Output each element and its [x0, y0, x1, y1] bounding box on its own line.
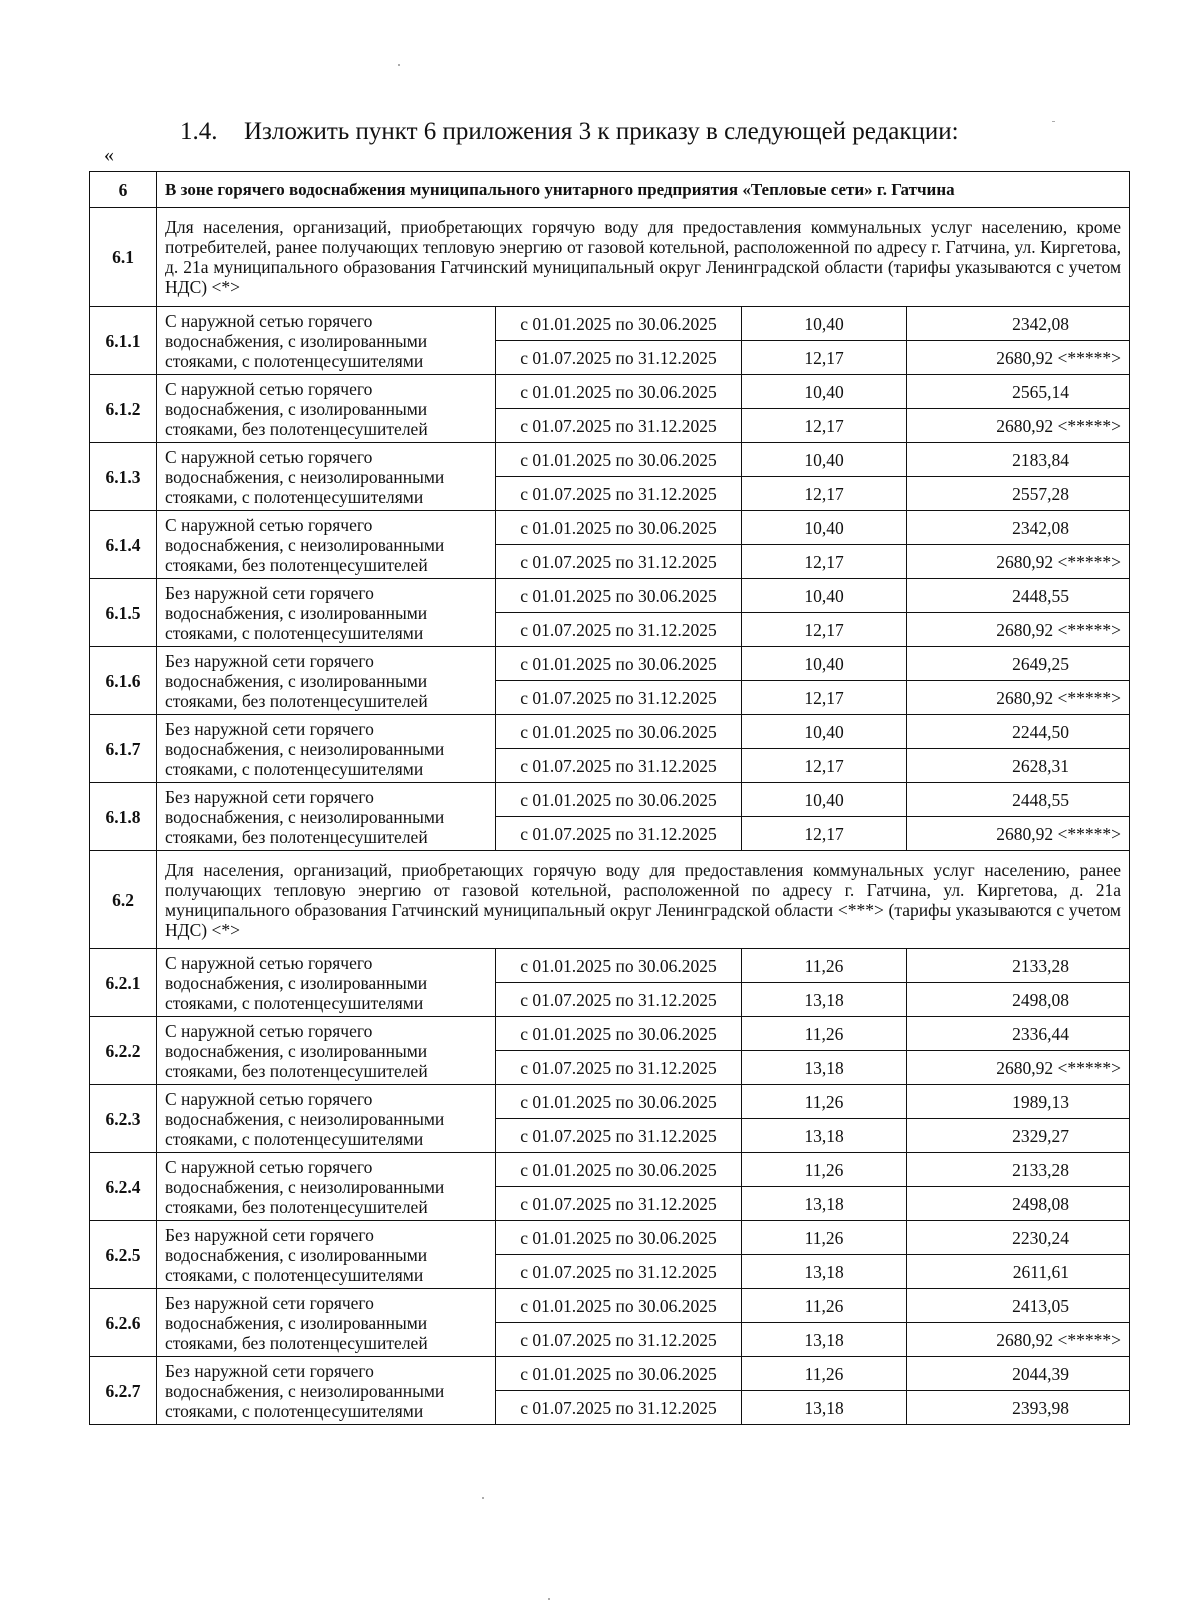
- validity-period: с 01.07.2025 по 31.12.2025: [496, 1187, 742, 1221]
- component-rate: 12,17: [742, 681, 907, 715]
- tariff-row: [90, 715, 1130, 749]
- component-rate: 13,18: [742, 983, 907, 1017]
- component-rate: 13,18: [742, 1255, 907, 1289]
- validity-period: с 01.07.2025 по 31.12.2025: [496, 983, 742, 1017]
- scan-speck: [548, 1598, 550, 1600]
- item-code: 6.1.6: [90, 647, 157, 715]
- item-description: Без наружной сети горячего водоснабжения, с неизолированными стояками, с полотенцесушителями: [157, 715, 496, 783]
- tariff-price: 2342,08: [907, 511, 1130, 545]
- tariff-row: [90, 579, 1130, 613]
- tariff-row: [90, 647, 1130, 681]
- item-description: Без наружной сети горячего водоснабжения, с изолированными стояками, без полотенцесушителей: [157, 1289, 496, 1357]
- item-code: 6.2.7: [90, 1357, 157, 1425]
- component-rate: 13,18: [742, 1119, 907, 1153]
- component-rate: 10,40: [742, 443, 907, 477]
- tariff-price: 2393,98: [907, 1391, 1130, 1425]
- item-description: Без наружной сети горячего водоснабжения, с неизолированными стояками, без полотенцесушителей: [157, 783, 496, 851]
- validity-period: с 01.07.2025 по 31.12.2025: [496, 1119, 742, 1153]
- component-rate: 13,18: [742, 1187, 907, 1221]
- validity-period: с 01.07.2025 по 31.12.2025: [496, 545, 742, 579]
- item-code: 6.1.7: [90, 715, 157, 783]
- item-description: С наружной сетью горячего водоснабжения, с изолированными стояками, без полотенцесушителей: [157, 375, 496, 443]
- opening-quote: «: [104, 144, 114, 166]
- group-row: [90, 208, 1130, 307]
- item-code: 6.2.3: [90, 1085, 157, 1153]
- group-code: 6.1: [90, 208, 157, 307]
- validity-period: с 01.07.2025 по 31.12.2025: [496, 749, 742, 783]
- tariff-price: 2044,39: [907, 1357, 1130, 1391]
- tariff-row: [90, 1153, 1130, 1187]
- component-rate: 11,26: [742, 1221, 907, 1255]
- validity-period: с 01.01.2025 по 30.06.2025: [496, 1153, 742, 1187]
- tariff-price: 2230,24: [907, 1221, 1130, 1255]
- validity-period: с 01.01.2025 по 30.06.2025: [496, 375, 742, 409]
- validity-period: с 01.01.2025 по 30.06.2025: [496, 443, 742, 477]
- tariff-row: [90, 949, 1130, 983]
- tariff-row: [90, 1289, 1130, 1323]
- validity-period: с 01.01.2025 по 30.06.2025: [496, 579, 742, 613]
- validity-period: с 01.07.2025 по 31.12.2025: [496, 1255, 742, 1289]
- group-description: Для населения, организаций, приобретающих горячую воду для предоставления коммунальных услуг населению, кроме потребителей, ранее получающих тепловую энергию от газовой котельной, расположенной по адресу г. Гатчина, ул. Киргетова, д. 21а муниципального образования Гатчинский муниципальный округ Ленинградской области (тарифы указываются с учетом НДС) <*>: [157, 208, 1130, 307]
- tariff-row: [90, 1357, 1130, 1391]
- tariff-price: 2336,44: [907, 1017, 1130, 1051]
- tariff-price: 2448,55: [907, 579, 1130, 613]
- tariff-price: 2680,92 <*****>: [907, 409, 1130, 443]
- tariff-row: [90, 443, 1130, 477]
- validity-period: с 01.01.2025 по 30.06.2025: [496, 1017, 742, 1051]
- paragraph-heading-text: Изложить пункт 6 приложения 3 к приказу в следующей редакции:: [244, 118, 959, 145]
- component-rate: 12,17: [742, 545, 907, 579]
- item-description: С наружной сетью горячего водоснабжения, с неизолированными стояками, без полотенцесушителей: [157, 1153, 496, 1221]
- tariff-price: 2498,08: [907, 1187, 1130, 1221]
- tariff-price: 2649,25: [907, 647, 1130, 681]
- tariff-table-body: [90, 172, 1130, 1425]
- tariff-price: 2342,08: [907, 307, 1130, 341]
- tariff-price: 2680,92 <*****>: [907, 681, 1130, 715]
- validity-period: с 01.07.2025 по 31.12.2025: [496, 409, 742, 443]
- validity-period: с 01.01.2025 по 30.06.2025: [496, 1357, 742, 1391]
- group-row: [90, 851, 1130, 949]
- tariff-price: 2133,28: [907, 949, 1130, 983]
- validity-period: с 01.01.2025 по 30.06.2025: [496, 949, 742, 983]
- tariff-price: 1989,13: [907, 1085, 1130, 1119]
- component-rate: 12,17: [742, 477, 907, 511]
- component-rate: 11,26: [742, 1017, 907, 1051]
- validity-period: с 01.07.2025 по 31.12.2025: [496, 1051, 742, 1085]
- item-description: С наружной сетью горячего водоснабжения, с изолированными стояками, без полотенцесушителей: [157, 1017, 496, 1085]
- component-rate: 10,40: [742, 715, 907, 749]
- component-rate: 10,40: [742, 307, 907, 341]
- tariff-price: 2329,27: [907, 1119, 1130, 1153]
- component-rate: 10,40: [742, 511, 907, 545]
- tariff-price: 2448,55: [907, 783, 1130, 817]
- validity-period: с 01.01.2025 по 30.06.2025: [496, 715, 742, 749]
- item-code: 6.1.4: [90, 511, 157, 579]
- component-rate: 11,26: [742, 949, 907, 983]
- validity-period: с 01.07.2025 по 31.12.2025: [496, 613, 742, 647]
- item-code: 6.2.6: [90, 1289, 157, 1357]
- validity-period: с 01.07.2025 по 31.12.2025: [496, 681, 742, 715]
- paragraph-number: 1.4.: [180, 118, 218, 145]
- validity-period: с 01.07.2025 по 31.12.2025: [496, 477, 742, 511]
- validity-period: с 01.07.2025 по 31.12.2025: [496, 1391, 742, 1425]
- tariff-price: 2680,92 <*****>: [907, 613, 1130, 647]
- validity-period: с 01.01.2025 по 30.06.2025: [496, 1221, 742, 1255]
- scan-speck: [1052, 121, 1055, 122]
- component-rate: 10,40: [742, 375, 907, 409]
- tariff-price: 2413,05: [907, 1289, 1130, 1323]
- component-rate: 11,26: [742, 1085, 907, 1119]
- component-rate: 11,26: [742, 1153, 907, 1187]
- component-rate: 11,26: [742, 1357, 907, 1391]
- component-rate: 13,18: [742, 1323, 907, 1357]
- component-rate: 10,40: [742, 579, 907, 613]
- scan-speck: [398, 64, 400, 66]
- item-description: Без наружной сети горячего водоснабжения, с изолированными стояками, без полотенцесушителей: [157, 647, 496, 715]
- item-code: 6.2.1: [90, 949, 157, 1017]
- component-rate: 12,17: [742, 341, 907, 375]
- section-title: В зоне горячего водоснабжения муниципального унитарного предприятия «Тепловые сети» г. Гатчина: [157, 172, 1130, 208]
- tariff-price: 2680,92 <*****>: [907, 545, 1130, 579]
- tariff-price: 2611,61: [907, 1255, 1130, 1289]
- tariff-price: 2244,50: [907, 715, 1130, 749]
- item-description: С наружной сетью горячего водоснабжения, с изолированными стояками, с полотенцесушителями: [157, 949, 496, 1017]
- validity-period: с 01.07.2025 по 31.12.2025: [496, 1323, 742, 1357]
- section-header-row: [90, 172, 1130, 208]
- validity-period: с 01.01.2025 по 30.06.2025: [496, 511, 742, 545]
- group-code: 6.2: [90, 851, 157, 949]
- item-code: 6.1.3: [90, 443, 157, 511]
- item-code: 6.1.8: [90, 783, 157, 851]
- component-rate: 13,18: [742, 1051, 907, 1085]
- tariff-price: 2680,92 <*****>: [907, 341, 1130, 375]
- tariff-price: 2133,28: [907, 1153, 1130, 1187]
- tariff-price: 2565,14: [907, 375, 1130, 409]
- paragraph-heading: [180, 118, 959, 146]
- tariff-price: 2680,92 <*****>: [907, 1323, 1130, 1357]
- item-description: Без наружной сети горячего водоснабжения, с изолированными стояками, с полотенцесушителями: [157, 1221, 496, 1289]
- tariff-row: [90, 511, 1130, 545]
- item-code: 6.2.5: [90, 1221, 157, 1289]
- component-rate: 12,17: [742, 817, 907, 851]
- item-code: 6.1.1: [90, 307, 157, 375]
- validity-period: с 01.07.2025 по 31.12.2025: [496, 817, 742, 851]
- component-rate: 12,17: [742, 613, 907, 647]
- item-code: 6.2.4: [90, 1153, 157, 1221]
- item-code: 6.1.5: [90, 579, 157, 647]
- tariff-row: [90, 783, 1130, 817]
- tariff-price: 2498,08: [907, 983, 1130, 1017]
- component-rate: 13,18: [742, 1391, 907, 1425]
- validity-period: с 01.07.2025 по 31.12.2025: [496, 341, 742, 375]
- tariff-price: 2628,31: [907, 749, 1130, 783]
- item-description: С наружной сетью горячего водоснабжения, с неизолированными стояками, без полотенцесушителей: [157, 511, 496, 579]
- tariff-price: 2183,84: [907, 443, 1130, 477]
- group-description: Для населения, организаций, приобретающих горячую воду для предоставления коммунальных услуг населению, ранее получающих тепловую энергию от газовой котельной, расположенной по адресу г. Гатчина, ул. Киргетова, д. 21а муниципального образования Гатчинский муниципальный округ Ленинградской области <***> (тарифы указываются с учетом НДС) <*>: [157, 851, 1130, 949]
- item-description: С наружной сетью горячего водоснабжения, с изолированными стояками, с полотенцесушителями: [157, 307, 496, 375]
- tariff-row: [90, 1085, 1130, 1119]
- tariff-row: [90, 1017, 1130, 1051]
- tariff-price: 2680,92 <*****>: [907, 817, 1130, 851]
- tariff-row: [90, 307, 1130, 341]
- item-code: 6.2.2: [90, 1017, 157, 1085]
- tariff-price: 2557,28: [907, 477, 1130, 511]
- validity-period: с 01.01.2025 по 30.06.2025: [496, 783, 742, 817]
- tariff-table: [89, 171, 1130, 1425]
- component-rate: 12,17: [742, 749, 907, 783]
- tariff-row: [90, 375, 1130, 409]
- item-description: Без наружной сети горячего водоснабжения, с неизолированными стояками, с полотенцесушителями: [157, 1357, 496, 1425]
- component-rate: 10,40: [742, 647, 907, 681]
- validity-period: с 01.01.2025 по 30.06.2025: [496, 647, 742, 681]
- component-rate: 10,40: [742, 783, 907, 817]
- section-code: 6: [90, 172, 157, 208]
- validity-period: с 01.01.2025 по 30.06.2025: [496, 1289, 742, 1323]
- scan-speck: [482, 1497, 484, 1499]
- tariff-row: [90, 1221, 1130, 1255]
- item-code: 6.1.2: [90, 375, 157, 443]
- component-rate: 11,26: [742, 1289, 907, 1323]
- component-rate: 12,17: [742, 409, 907, 443]
- item-description: С наружной сетью горячего водоснабжения, с неизолированными стояками, с полотенцесушителями: [157, 443, 496, 511]
- validity-period: с 01.01.2025 по 30.06.2025: [496, 1085, 742, 1119]
- validity-period: с 01.01.2025 по 30.06.2025: [496, 307, 742, 341]
- tariff-price: 2680,92 <*****>: [907, 1051, 1130, 1085]
- item-description: Без наружной сети горячего водоснабжения, с изолированными стояками, с полотенцесушителями: [157, 579, 496, 647]
- item-description: С наружной сетью горячего водоснабжения, с неизолированными стояками, с полотенцесушителями: [157, 1085, 496, 1153]
